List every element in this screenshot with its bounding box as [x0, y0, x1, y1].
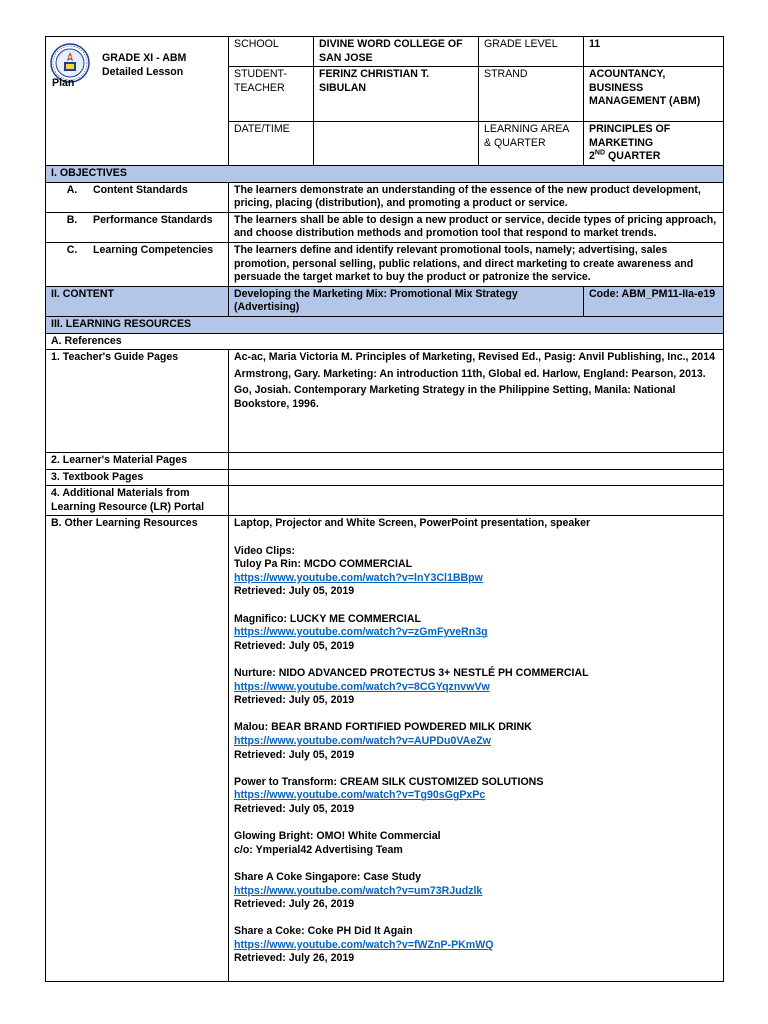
additional-materials-value: [229, 486, 724, 516]
clip-link[interactable]: https://www.youtube.com/watch?v=Tg90sGgPxPc: [234, 789, 486, 802]
clip-retrieved: Retrieved: July 26, 2019: [234, 898, 355, 911]
clip-link[interactable]: https://www.youtube.com/watch?v=lnY3Cl1BBpw: [234, 571, 483, 584]
performance-standards-letter: B.: [66, 213, 78, 226]
content-standards-text-label: Content Standards: [93, 183, 188, 196]
clip-link[interactable]: https://www.youtube.com/watch?v=fWZnP-PKmWQ: [234, 938, 494, 951]
teachers-guide-label: 1. Teacher's Guide Pages: [46, 350, 229, 453]
additional-materials-label: 4. Additional Materials from Learning Resource (LR) Portal: [46, 486, 229, 516]
learning-area-text: PRINCIPLES OF MARKETING: [589, 123, 671, 149]
content-standards-label: [46, 182, 229, 212]
title-line-2: Detailed Lesson: [102, 66, 184, 78]
performance-standards-text: The learners shall be able to design a new product or service, decide types of pricing approach, and choose distribution methods and promotion tool that respond to market trends.: [229, 212, 724, 242]
quarter-suffix: ND: [594, 149, 606, 157]
clip-retrieved: Retrieved: July 05, 2019: [234, 639, 355, 652]
quarter-word: QUARTER: [607, 150, 661, 163]
title-line-1: GRADE XI - ABM: [102, 52, 187, 64]
learning-competencies-text-label: Learning Competencies: [93, 243, 214, 256]
clip-retrieved: Retrieved: July 05, 2019: [234, 802, 355, 815]
learning-competencies-letter: C.: [66, 243, 78, 256]
quarter-number: 2: [589, 150, 595, 163]
clip-title: Power to Transform: CREAM SILK CUSTOMIZED SOLUTIONS: [234, 775, 544, 788]
reference-item: Ac-ac, Maria Victoria M. Principles of Marketing, Revised Ed., Pasig: Anvil Publishing, Inc., 2014: [234, 351, 715, 364]
reference-item: Armstrong, Gary. Marketing: An introduction 11th, Global ed. Harlow, England: Pearson, 2013.: [234, 367, 706, 380]
equipment-list: Laptop, Projector and White Screen, PowerPoint presentation, speaker: [234, 517, 591, 530]
reference-item: Go, Josiah. Contemporary Marketing Strategy in the Philippine Setting, Manila: National Bookstore, 1996.: [234, 384, 676, 410]
clip-retrieved: Retrieved: July 05, 2019: [234, 748, 355, 761]
school-value: DIVINE WORD COLLEGE OF SAN JOSE: [314, 37, 479, 67]
learners-material-value: [229, 453, 724, 470]
teachers-guide-references: [229, 350, 724, 453]
clip-retrieved: Retrieved: July 05, 2019: [234, 694, 355, 707]
clip-title: Malou: BEAR BRAND FORTIFIED POWDERED MILK DRINK: [234, 721, 532, 734]
strand-label: STRAND: [479, 67, 584, 122]
lesson-plan-table: [45, 36, 724, 982]
datetime-value: [314, 122, 479, 166]
student-teacher-label: STUDENT-TEACHER: [229, 67, 314, 122]
performance-standards-text-label: Performance Standards: [93, 213, 213, 226]
lesson-plan-page: [45, 36, 723, 982]
clip-credit: c/o: Ymperial42 Advertising Team: [234, 843, 403, 856]
grade-level-value: 11: [584, 37, 724, 67]
other-resources-content: [229, 516, 724, 982]
grade-level-label: GRADE LEVEL: [479, 37, 584, 67]
other-resources-label: B. Other Learning Resources: [46, 516, 229, 982]
learners-material-label: 2. Learner's Material Pages: [46, 453, 229, 470]
content-code: Code: ABM_PM11-IIa-e19: [584, 286, 724, 316]
content-heading: II. CONTENT: [46, 286, 229, 316]
strand-value: ACOUNTANCY, BUSINESS MANAGEMENT (ABM): [584, 67, 724, 122]
clip-title: Share A Coke Singapore: Case Study: [234, 870, 422, 883]
content-standards-letter: A.: [66, 183, 78, 196]
learning-area-label: LEARNING AREA & QUARTER: [479, 122, 584, 166]
learning-resources-heading: III. LEARNING RESOURCES: [46, 316, 724, 333]
textbook-value: [229, 469, 724, 486]
student-teacher-value: FERINZ CHRISTIAN T. SIBULAN: [314, 67, 479, 122]
header-title: [102, 51, 186, 79]
title-line-3: Plan: [52, 77, 75, 89]
clip-title: Share a Coke: Coke PH Did It Again: [234, 925, 413, 938]
datetime-label: DATE/TIME: [229, 122, 314, 166]
content-topic: Developing the Marketing Mix: Promotional Mix Strategy (Advertising): [229, 286, 584, 316]
clip-retrieved: Retrieved: July 26, 2019: [234, 952, 355, 965]
references-label: A. References: [46, 333, 724, 350]
learning-area-value: [584, 122, 724, 166]
clip-link[interactable]: https://www.youtube.com/watch?v=AUPDu0VAeZw: [234, 734, 491, 747]
textbook-label: 3. Textbook Pages: [46, 469, 229, 486]
header-title-cell: [46, 37, 229, 166]
content-standards-text: The learners demonstrate an understanding of the essence of the new product development, pricing, placing (distribution), and promoting a product or service.: [229, 182, 724, 212]
clip-link[interactable]: https://www.youtube.com/watch?v=um73RJudzlk: [234, 884, 483, 897]
objectives-heading: I. OBJECTIVES: [46, 165, 724, 182]
clip-retrieved: Retrieved: July 05, 2019: [234, 585, 355, 598]
clip-title: Magnifico: LUCKY ME COMMERCIAL: [234, 612, 421, 625]
clip-title: Glowing Bright: OMO! White Commercial: [234, 830, 441, 843]
learning-competencies-text: The learners define and identify relevant promotional tools, namely; advertising, sales promotion, personal selling, public relations, and direct marketing to create awareness and persuade the target market to buy the product or patronize the service.: [229, 242, 724, 286]
performance-standards-label: [46, 212, 229, 242]
learning-competencies-label: [46, 242, 229, 286]
school-label: SCHOOL: [229, 37, 314, 67]
video-clips-label: Video Clips:: [234, 544, 296, 557]
clip-link[interactable]: https://www.youtube.com/watch?v=8CGYqznvwVw: [234, 680, 490, 693]
clip-title: Tuloy Pa Rin: MCDO COMMERCIAL: [234, 558, 413, 571]
clip-title: Nurture: NIDO ADVANCED PROTECTUS 3+ NESTLÉ PH COMMERCIAL: [234, 667, 589, 679]
clip-link[interactable]: https://www.youtube.com/watch?v=zGmFyveRn3g: [234, 626, 488, 639]
